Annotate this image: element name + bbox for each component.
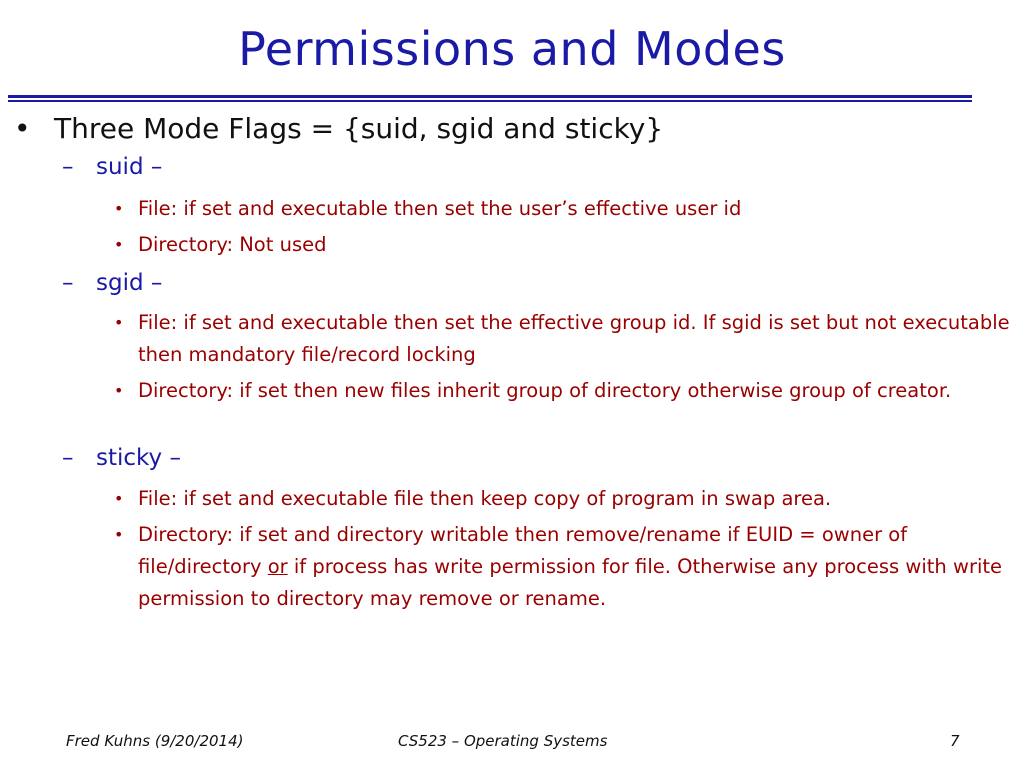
slide: Permissions and Modes • Three Mode Flags = {suid, sgid and sticky} – suid – • File: if set and executable then set the user’s effective user id • Directory: Not used – sgid – • File: if set and executable then set the effective group id. If sgid is set but not executable then mandatory file/record locking • Directory: if set then new files inherit group of directory otherwise group of creator. – sticky – • File: if set and executable file then keep copy of program in swap area. • Directory: if set and directory writable then remove/rename if EUID = owner of file/directory or if process has write permission for file. Otherwise any process with write permission to directory may remove or rename. Fred Kuhns (9/20/2014) CS523 – Operating Systems 7 bbox=[0, 0, 1024, 768]
dash-icon: – bbox=[62, 154, 74, 180]
dash-icon: – bbox=[62, 445, 74, 471]
title-divider-bottom bbox=[8, 100, 972, 102]
dash-icon: – bbox=[62, 270, 74, 296]
bullet-dot-icon: • bbox=[114, 199, 124, 218]
bullet-dot-icon: • bbox=[114, 489, 124, 508]
main-bullet-text: Three Mode Flags = {suid, sgid and sticky} bbox=[54, 112, 664, 145]
bullet-dot-icon: • bbox=[114, 235, 124, 254]
title-divider-top bbox=[8, 95, 972, 98]
sticky-directory-text-start: Directory: if set and directory writable then remove/rename if EUID = owner of file/directory bbox=[138, 523, 908, 578]
bullet-dot-icon: • bbox=[114, 525, 124, 544]
bullet-dot-icon: • bbox=[114, 381, 124, 400]
slide-title: Permissions and Modes bbox=[238, 22, 786, 76]
footer-page-number: 7 bbox=[950, 732, 960, 750]
footer-course: CS523 – Operating Systems bbox=[398, 732, 608, 750]
footer-author-date: Fred Kuhns (9/20/2014) bbox=[66, 732, 244, 750]
bullet-dot-icon: • bbox=[114, 313, 124, 332]
sticky-directory-text-end: if process has write permission for file. Otherwise any process with write permission to directory may remove or rename. bbox=[138, 555, 1003, 610]
underlined-or: or bbox=[267, 555, 288, 578]
bullet-dot-icon: • bbox=[14, 112, 31, 145]
